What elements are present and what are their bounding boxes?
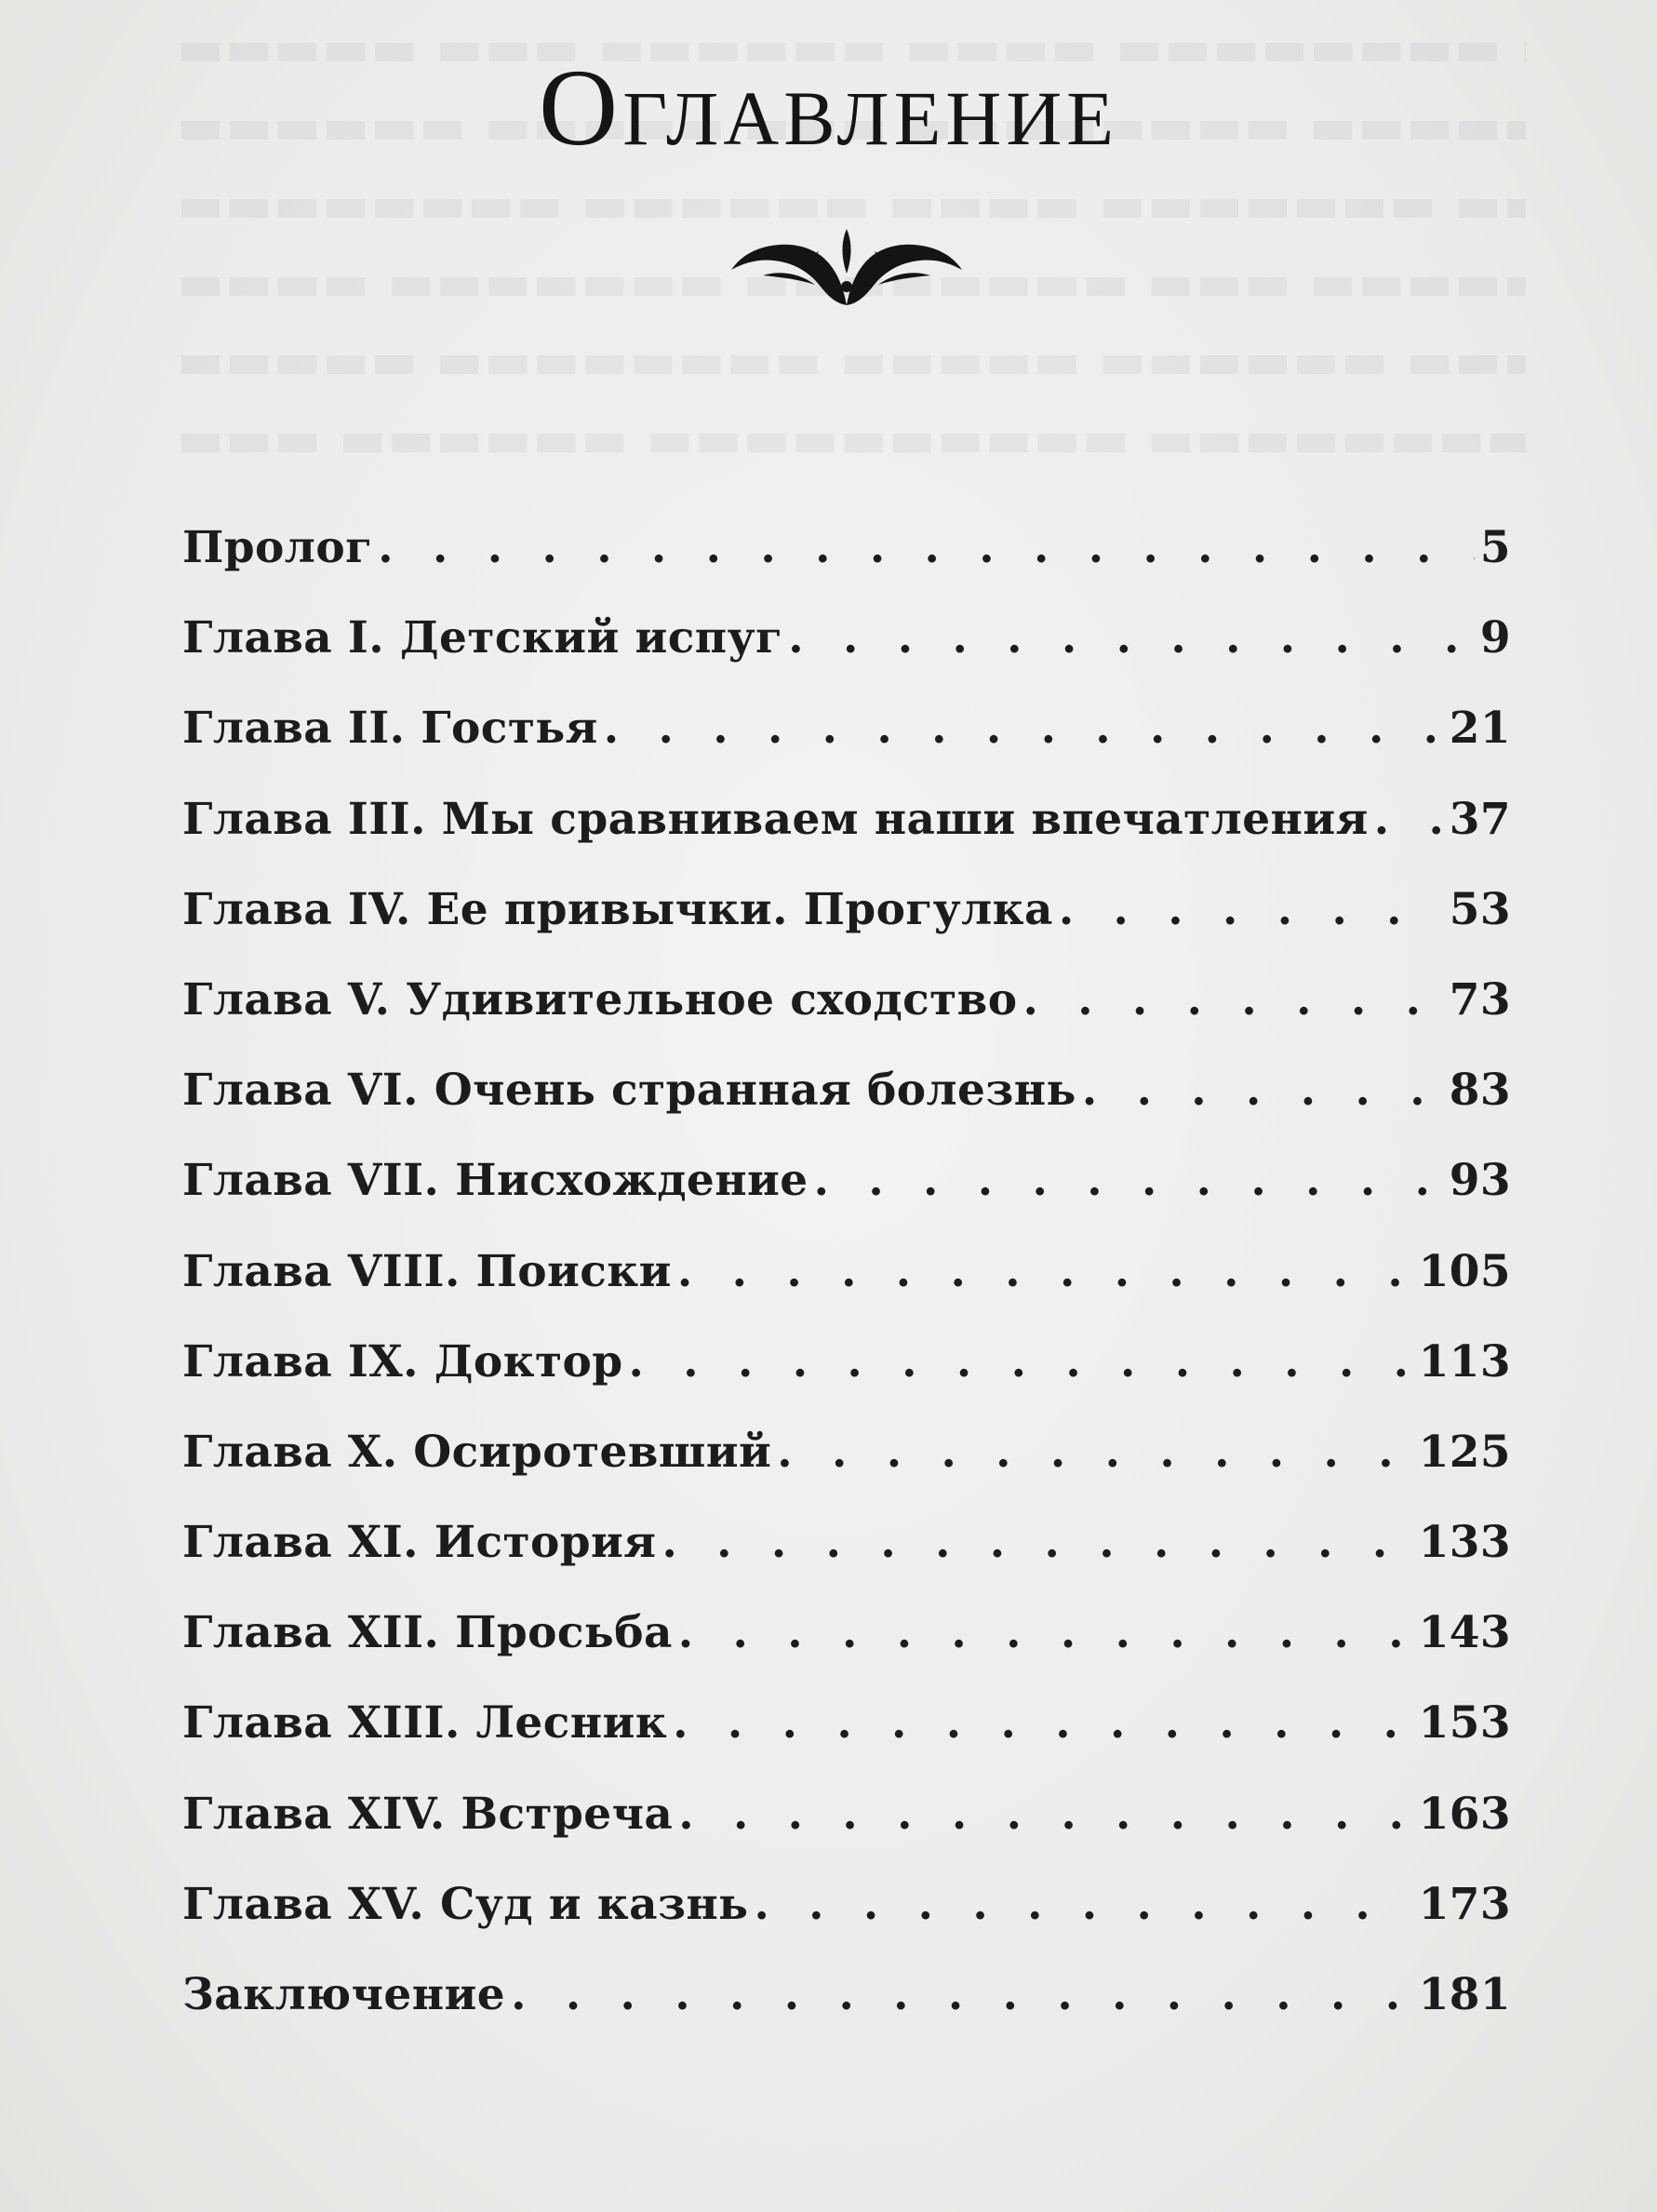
toc-entry[interactable]	[182, 1497, 1511, 1588]
toc-entry[interactable]	[182, 1588, 1511, 1678]
toc-entry[interactable]	[182, 1135, 1511, 1226]
toc-page-number: 181	[1418, 1969, 1511, 2020]
toc-page-number: 143	[1418, 1607, 1511, 1659]
dot-leader	[777, 1407, 1412, 1497]
toc-entry-title: Глава XI. История	[182, 1517, 657, 1569]
toc-page-number: 9	[1479, 612, 1511, 664]
toc-entry[interactable]	[182, 1317, 1511, 1407]
toc-page-number: 5	[1479, 522, 1511, 573]
toc-entry[interactable]	[182, 683, 1511, 773]
dot-leader	[677, 1227, 1413, 1317]
toc-entry-title: Глава IX. Доктор	[182, 1335, 623, 1388]
dot-leader	[378, 503, 1475, 593]
dot-leader	[673, 1678, 1413, 1768]
toc-entry[interactable]	[182, 865, 1511, 955]
dot-leader	[661, 1497, 1412, 1588]
dot-leader	[814, 1135, 1444, 1226]
toc-page-number: 53	[1449, 883, 1511, 935]
toc-entry[interactable]	[182, 955, 1511, 1045]
toc-entry-title: Пролог	[182, 522, 373, 573]
flourish-divider-icon	[726, 201, 968, 313]
toc-page-number: 37	[1449, 793, 1511, 845]
toc-page-number: 153	[1418, 1697, 1511, 1749]
toc-page-number: 173	[1418, 1878, 1511, 1930]
dot-leader	[1082, 1045, 1444, 1135]
page-title: Оглавление	[539, 47, 1118, 168]
toc-page-number: 93	[1449, 1155, 1511, 1207]
toc-entry-title: Глава XIII. Лесник	[182, 1697, 668, 1749]
toc-entry-title: Глава II. Гостья	[182, 703, 598, 755]
dot-leader	[678, 1588, 1413, 1678]
toc-entry-title: Глава VII. Нисхождение	[182, 1155, 808, 1207]
toc-entry[interactable]	[182, 1950, 1511, 2040]
toc-page-number: 113	[1418, 1335, 1511, 1388]
toc-page-number: 73	[1449, 973, 1511, 1026]
toc-entry[interactable]	[182, 503, 1511, 593]
dot-leader	[1374, 774, 1444, 865]
dot-leader	[788, 593, 1475, 683]
toc-entry[interactable]	[182, 1769, 1511, 1859]
toc-entry[interactable]	[182, 593, 1511, 683]
toc-page-number: 163	[1418, 1788, 1511, 1840]
toc-page-number: 105	[1418, 1245, 1511, 1297]
toc-entry-title: Глава VI. Очень странная болезнь	[182, 1065, 1076, 1117]
dot-leader	[604, 683, 1444, 773]
toc-entry-title: Глава IV. Ее привычки. Прогулка	[182, 883, 1053, 935]
toc-entry-title: Глава XII. Просьба	[182, 1607, 673, 1659]
toc-entry[interactable]	[182, 1407, 1511, 1497]
toc-entry-title: Глава X. Осиротевший	[182, 1426, 772, 1478]
toc-entry-title: Глава XIV. Встреча	[182, 1788, 674, 1840]
dot-leader	[511, 1950, 1413, 2040]
toc-entry-title: Заключение	[182, 1969, 506, 2020]
toc-entry[interactable]	[182, 1045, 1511, 1135]
toc-entry-title: Глава VIII. Поиски	[182, 1245, 672, 1297]
dot-leader	[754, 1859, 1412, 1950]
dot-leader	[678, 1769, 1412, 1859]
toc-page-number: 133	[1418, 1517, 1511, 1569]
toc-entry[interactable]	[182, 1859, 1511, 1950]
table-of-contents	[182, 503, 1511, 2040]
toc-entry-title: Глава III. Мы сравниваем наши впечатления	[182, 793, 1369, 845]
toc-entry[interactable]	[182, 1227, 1511, 1317]
toc-entry-title: Глава XV. Суд и казнь	[182, 1878, 749, 1930]
toc-entry[interactable]	[182, 774, 1511, 865]
dot-leader	[629, 1317, 1413, 1407]
dot-leader	[1059, 865, 1444, 955]
toc-entry[interactable]	[182, 1678, 1511, 1768]
dot-leader	[1022, 955, 1443, 1045]
toc-entry-title: Глава V. Удивительное сходство	[182, 973, 1018, 1026]
toc-entry-title: Глава I. Детский испуг	[182, 612, 783, 664]
toc-page-number: 83	[1449, 1065, 1511, 1117]
toc-page-number: 21	[1449, 703, 1511, 755]
toc-page-number: 125	[1418, 1426, 1511, 1478]
